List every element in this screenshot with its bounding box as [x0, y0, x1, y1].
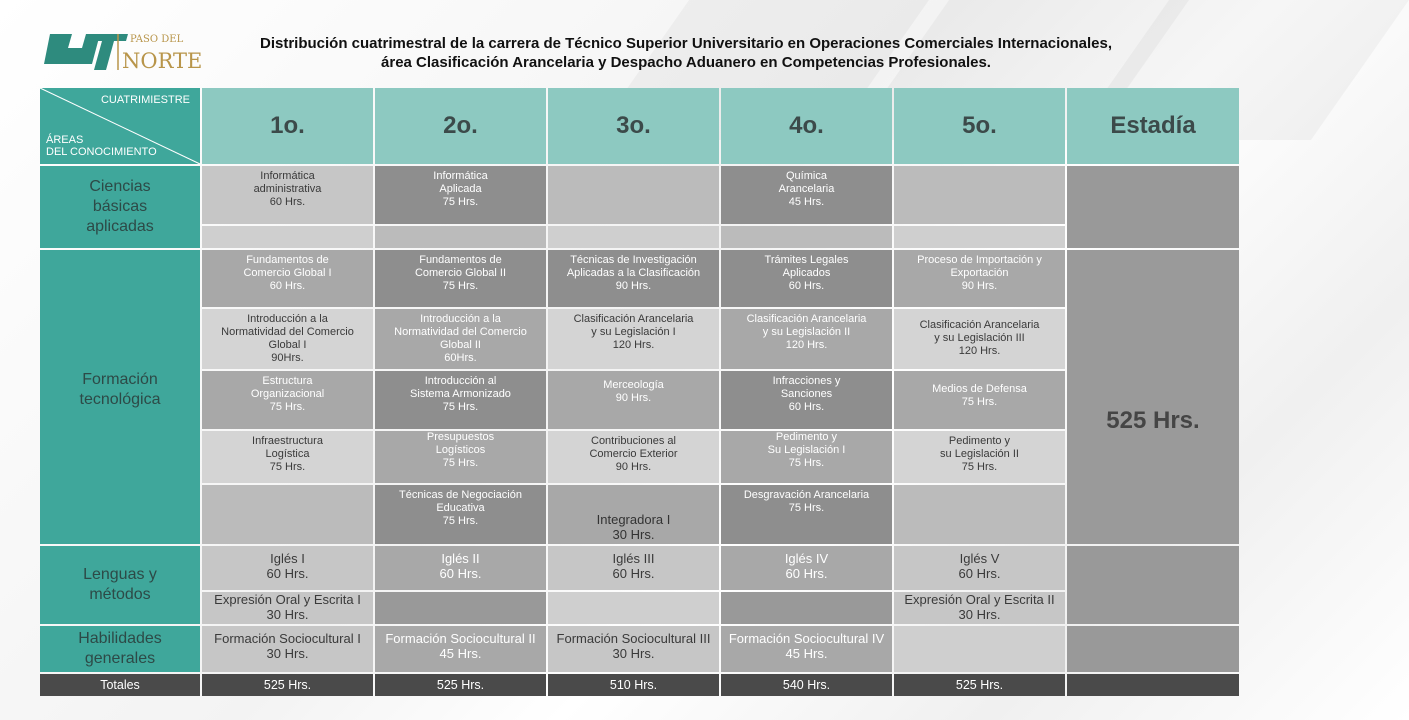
- empty-cell: [202, 226, 373, 248]
- course-merceologia: Merceología 90 Hrs.: [548, 371, 719, 429]
- course-quimica-arancelaria: Química Arancelaria 45 Hrs.: [721, 166, 892, 224]
- empty-cell: [894, 485, 1065, 544]
- course-infracciones-sanciones: Infracciones y Sanciones 60 Hrs.: [721, 371, 892, 429]
- total-3: 510 Hrs.: [548, 674, 719, 696]
- page-title: [196, 34, 1176, 72]
- course-clasificacion-arancelaria-2: Clasificación Arancelaria y su Legislación II 120 Hrs.: [721, 309, 892, 369]
- title-line-2: área Clasificación Arancelaria y Despacho Aduanero en Competencias Profesionales.: [381, 54, 991, 71]
- empty-cell: [1067, 626, 1239, 672]
- course-fundamentos-comercio-global-1: Fundamentos de Comercio Global I 60 Hrs.: [202, 250, 373, 307]
- empty-cell: [894, 226, 1065, 248]
- column-header-1: 1o.: [202, 88, 373, 164]
- course-ingles-1: Iglés I 60 Hrs.: [202, 546, 373, 590]
- empty-cell: [721, 226, 892, 248]
- title-line-1: Distribución cuatrimestral de la carrera de Técnico Superior Universitario en Operaciones Comerciales Internacionales,: [260, 35, 1112, 52]
- area-formacion-tecnologica: Formación tecnológica: [40, 250, 200, 544]
- empty-cell: [894, 166, 1065, 224]
- column-header-4: 4o.: [721, 88, 892, 164]
- course-tecnicas-investigacion: Técnicas de Investigación Aplicadas a la Clasificación 90 Hrs.: [548, 250, 719, 307]
- course-expresion-oral-1: Expresión Oral y Escrita I 30 Hrs.: [202, 592, 373, 624]
- total-estadia: [1067, 674, 1239, 696]
- course-formacion-sociocultural-1: Formación Sociocultural I 30 Hrs.: [202, 626, 373, 672]
- course-contribuciones-comercio-exterior: Contribuciones al Comercio Exterior 90 Hrs.: [548, 431, 719, 483]
- course-ingles-3: Iglés III 60 Hrs.: [548, 546, 719, 590]
- corner-top-label: CUATRIMIESTRE: [100, 94, 190, 106]
- total-2: 525 Hrs.: [375, 674, 546, 696]
- total-4: 540 Hrs.: [721, 674, 892, 696]
- course-sistema-armonizado: Introducción al Sistema Armonizado 75 Hrs.: [375, 371, 546, 429]
- course-estructura-organizacional: Estructura Organizacional 75 Hrs.: [202, 371, 373, 429]
- empty-cell: [548, 592, 719, 624]
- estadia-formacion: [1067, 250, 1239, 544]
- column-header-2: 2o.: [375, 88, 546, 164]
- corner-bottom-label: ÁREAS DEL CONOCIMIENTO: [46, 134, 157, 158]
- area-lenguas-metodos: Lenguas y métodos: [40, 546, 200, 624]
- curriculum-table: [40, 88, 1239, 697]
- course-fundamentos-comercio-global-2: Fundamentos de Comercio Global II 75 Hrs.: [375, 250, 546, 307]
- course-normatividad-comercio-1: Introducción a la Normatividad del Comercio Global I 90Hrs.: [202, 309, 373, 369]
- logo-text-bottom: NORTE: [122, 49, 203, 73]
- empty-cell: [375, 226, 546, 248]
- area-habilidades-generales: Habilidades generales: [40, 626, 200, 672]
- column-header-5: 5o.: [894, 88, 1065, 164]
- empty-cell: [202, 485, 373, 544]
- course-ingles-5: Iglés V 60 Hrs.: [894, 546, 1065, 590]
- empty-cell: [1067, 166, 1239, 248]
- course-formacion-sociocultural-4: Formación Sociocultural IV 45 Hrs.: [721, 626, 892, 672]
- course-expresion-oral-2: Expresión Oral y Escrita II 30 Hrs.: [894, 592, 1065, 624]
- course-ingles-4: Iglés IV 60 Hrs.: [721, 546, 892, 590]
- course-tecnicas-negociacion: Técnicas de Negociación Educativa 75 Hrs.: [375, 485, 546, 544]
- empty-cell: [894, 626, 1065, 672]
- course-formacion-sociocultural-3: Formación Sociocultural III 30 Hrs.: [548, 626, 719, 672]
- course-presupuestos-logisticos: Presupuestos Logísticos 75 Hrs.: [375, 431, 546, 483]
- course-tramites-legales: Trámites Legales Aplicados 60 Hrs.: [721, 250, 892, 307]
- course-ingles-2: Iglés II 60 Hrs.: [375, 546, 546, 590]
- column-header-3: 3o.: [548, 88, 719, 164]
- course-clasificacion-arancelaria-1: Clasificación Arancelaria y su Legislación I 120 Hrs.: [548, 309, 719, 369]
- total-5: 525 Hrs.: [894, 674, 1065, 696]
- empty-cell: [721, 592, 892, 624]
- column-header-estadia: Estadía: [1067, 88, 1239, 164]
- course-pedimento-legislacion-2: Pedimento y su Legislación II 75 Hrs.: [894, 431, 1065, 483]
- course-pedimento-legislacion-1: Pedimento y Su Legislación I 75 Hrs.: [721, 431, 892, 483]
- course-formacion-sociocultural-2: Formación Sociocultural II 45 Hrs.: [375, 626, 546, 672]
- header: [0, 0, 1280, 86]
- corner-cell: [40, 88, 200, 164]
- course-proceso-importacion: Proceso de Importación y Exportación 90 Hrs.: [894, 250, 1065, 307]
- course-infraestructura-logistica: Infraestructura Logística 75 Hrs.: [202, 431, 373, 483]
- course-clasificacion-arancelaria-3: Clasificación Arancelaria y su Legislación III 120 Hrs.: [894, 309, 1065, 369]
- logo-text-top: PASO DEL: [130, 34, 184, 45]
- ut-logo: [42, 30, 203, 74]
- area-ciencias-basicas: Ciencias básicas aplicadas: [40, 166, 200, 248]
- empty-cell: [1067, 546, 1239, 624]
- empty-cell: [375, 592, 546, 624]
- estadia-hours: 525 Hrs.: [1106, 407, 1200, 434]
- total-1: 525 Hrs.: [202, 674, 373, 696]
- course-informatica-aplicada: Informática Aplicada 75 Hrs.: [375, 166, 546, 224]
- course-normatividad-comercio-2: Introducción a la Normatividad del Comercio Global II 60Hrs.: [375, 309, 546, 369]
- course-medios-defensa: Medios de Defensa 75 Hrs.: [894, 371, 1065, 429]
- empty-cell: [548, 226, 719, 248]
- totals-label: Totales: [40, 674, 200, 696]
- empty-cell: [548, 166, 719, 224]
- course-informatica-administrativa: Informática administrativa 60 Hrs.: [202, 166, 373, 224]
- course-integradora-1: Integradora I 30 Hrs.: [548, 485, 719, 544]
- course-desgravacion-arancelaria: Desgravación Arancelaria 75 Hrs.: [721, 485, 892, 544]
